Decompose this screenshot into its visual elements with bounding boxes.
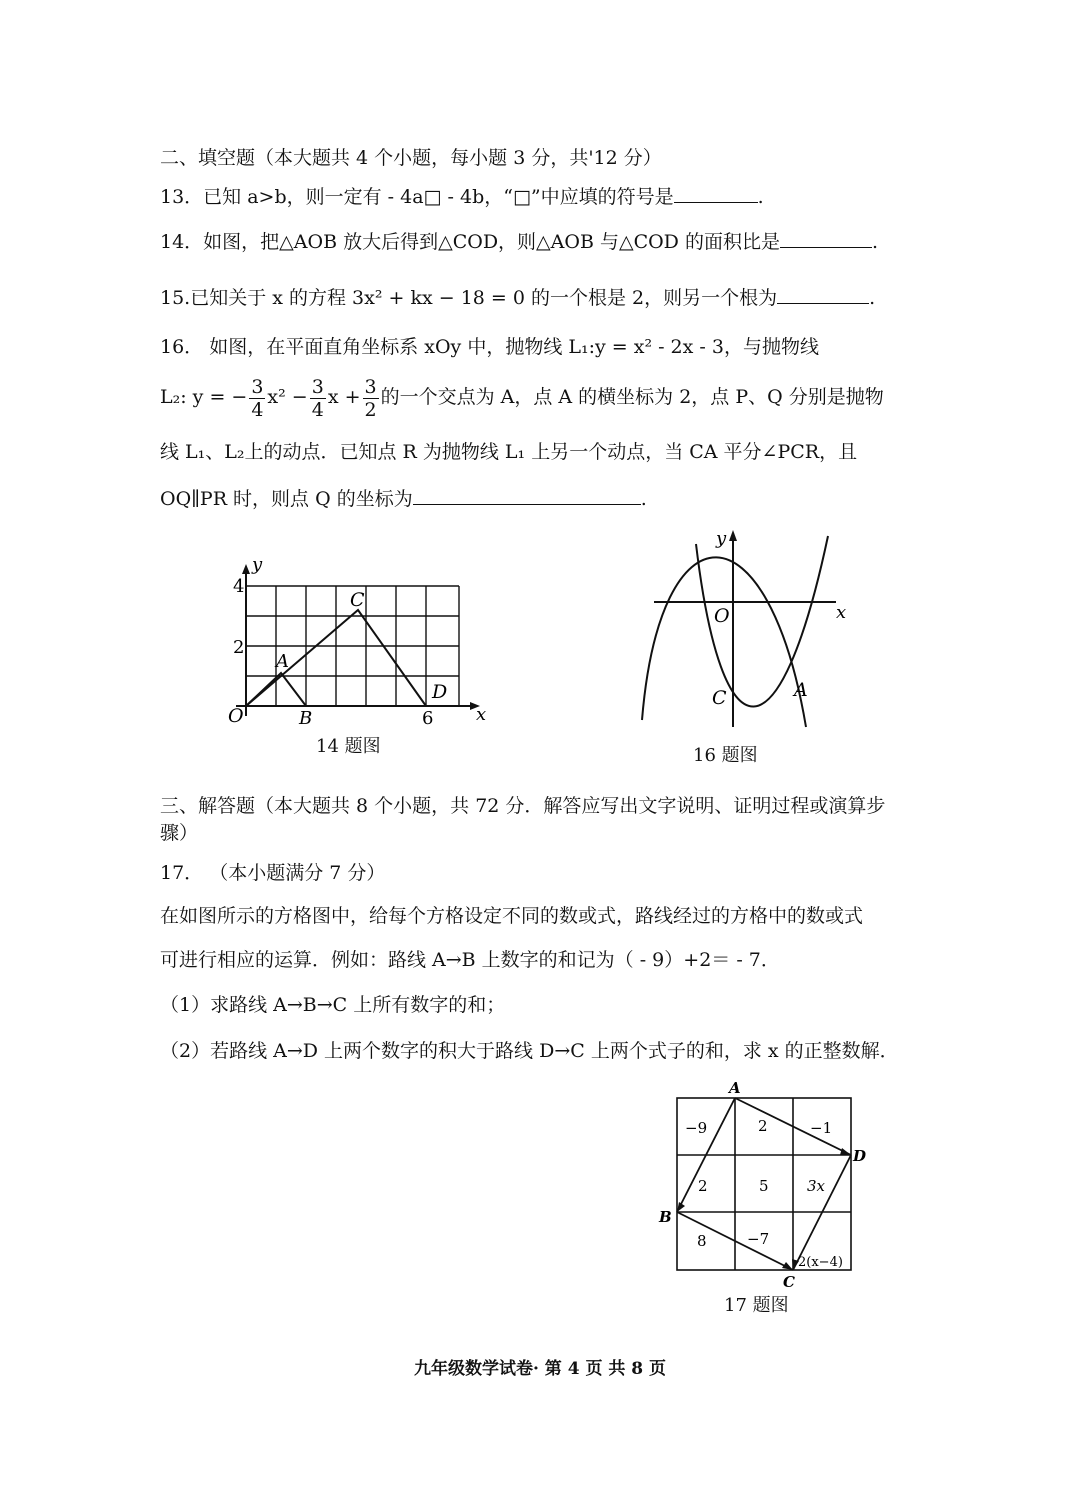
figure-14 (222, 552, 497, 732)
q16-answer-blank[interactable] (413, 484, 641, 505)
question-17-line2: 可进行相应的运算．例如：路线 A→B 上数字的和记为（ - 9）+2＝ - 7． (160, 949, 780, 971)
label-a: A (729, 1079, 741, 1097)
cell-r1c1: −9 (685, 1119, 708, 1137)
label-o: O (228, 705, 244, 727)
q15-period: . (869, 287, 876, 309)
q14-answer-blank[interactable] (780, 227, 872, 248)
label-d: D (432, 681, 448, 703)
arrow-c-icon (782, 1262, 793, 1270)
fraction-3-4-b: $\frac{3}{4}$ (311, 375, 324, 421)
cell-r3c1: 8 (697, 1232, 707, 1250)
question-16-line4 (160, 484, 647, 512)
cell-r2c1: 2 (698, 1177, 708, 1195)
label-b: B (299, 708, 313, 729)
question-17-part2: （2）若路线 A→D 上两个数字的积大于路线 D→C 上两个式子的和，求 x 的正整数解． (160, 1040, 899, 1062)
label-o: O (714, 605, 730, 627)
q16-l2-suffix: 的一个交点为 A，点 A 的横坐标为 2，点 P、Q 分别是抛物 (380, 386, 884, 408)
label-y: y (252, 554, 263, 575)
y-axis-arrow-icon (729, 530, 737, 541)
tick-6: 6 (422, 708, 434, 729)
label-c: C (350, 589, 365, 611)
question-17-title: 17． （本小题满分 7 分） (160, 862, 386, 884)
q14-text: 14．如图，把△AOB 放大后得到△COD，则△AOB 与△COD 的面积比是 (160, 231, 780, 253)
figure-16-caption: 16 题图 (693, 745, 758, 766)
cell-r2c2: 5 (759, 1177, 769, 1195)
question-13 (160, 182, 764, 210)
q15-answer-blank[interactable] (777, 283, 869, 304)
q13-text: 13．已知 a>b，则一定有 - 4a□ - 4b，“□”中应填的符号是 (160, 186, 674, 208)
q13-period: . (757, 186, 764, 208)
page-footer: 九年级数学试卷· 第 4 页 共 8 页 (413, 1359, 667, 1379)
question-15 (160, 283, 875, 311)
label-x: x (836, 602, 847, 623)
q16-l2-prefix: L₂: y = − (160, 386, 248, 408)
label-a: A (794, 679, 808, 701)
fraction-3-4-a: $\frac{3}{4}$ (251, 375, 264, 421)
cell-r3c3: 2(x−4) (798, 1255, 843, 1270)
cell-r1c3: −1 (810, 1119, 833, 1137)
question-16-line3: 线 L₁、L₂上的动点．已知点 R 为抛物线 L₁ 上另一个动点，当 CA 平分∠PCR，且 (160, 441, 858, 463)
label-d: D (853, 1147, 867, 1165)
question-16-line1: 16． 如图，在平面直角坐标系 xOy 中，抛物线 L₁:y = x² - 2x - 3，与抛物线 (160, 336, 819, 358)
figure-16 (630, 522, 860, 737)
figure-17-caption: 17 题图 (724, 1295, 789, 1316)
figure-17 (652, 1078, 877, 1293)
arrow-b-icon (677, 1202, 685, 1212)
q16-l4-text: OQ∥PR 时，则点 Q 的坐标为 (160, 488, 413, 510)
q16-l2-mid1: x² − (267, 386, 308, 408)
section3-header-line1: 三、解答题（本大题共 8 个小题，共 72 分．解答应写出文字说明、证明过程或演算步 (160, 795, 886, 817)
question-17-part1: （1）求路线 A→B→C 上所有数字的和； (160, 994, 506, 1016)
cell-r1c2: 2 (758, 1117, 768, 1135)
label-x: x (476, 704, 487, 725)
tick-2: 2 (233, 637, 245, 658)
cell-r3c2: −7 (747, 1230, 770, 1248)
label-b: B (659, 1208, 672, 1226)
q15-text: 15.已知关于 x 的方程 3x² + kx − 18 = 0 的一个根是 2，则另一个根为 (160, 287, 778, 309)
section3-header-line2: 骤） (160, 822, 199, 844)
question-17-line1: 在如图所示的方格图中，给每个方格设定不同的数或式，路线经过的方格中的数或式 (160, 905, 864, 927)
fraction-3-2: $\frac{3}{2}$ (364, 375, 377, 421)
label-c: C (712, 687, 727, 709)
arrow-d-icon (840, 1148, 851, 1155)
y-axis-arrow-icon (242, 564, 250, 574)
figure-14-caption: 14 题图 (316, 736, 381, 757)
q16-period: . (640, 488, 647, 510)
section2-header: 二、填空题（本大题共 4 个小题，每小题 3 分，共'12 分） (160, 147, 662, 169)
label-y: y (716, 528, 727, 549)
label-c: C (783, 1273, 795, 1291)
q13-answer-blank[interactable] (674, 182, 758, 203)
q16-l2-mid2: x + (327, 386, 361, 408)
q14-period: . (871, 231, 879, 253)
tick-4: 4 (233, 576, 245, 597)
question-14 (160, 227, 878, 255)
question-16-line2 (160, 372, 884, 422)
cell-r2c3: 3x (807, 1177, 826, 1195)
label-a: A (276, 651, 289, 672)
